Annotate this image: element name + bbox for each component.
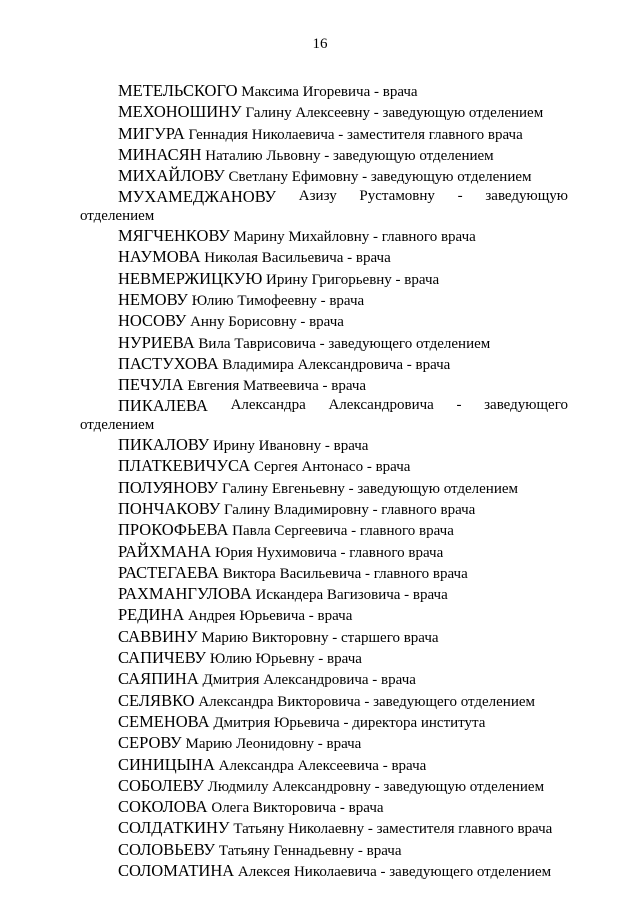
list-item (80, 584, 568, 605)
list-item-first-line (80, 396, 568, 415)
surname: МЯГЧЕНКОВУ (118, 226, 230, 246)
list-item (80, 124, 568, 145)
list-item (80, 499, 568, 520)
name-and-position: Олега Викторовича - врача (211, 800, 384, 817)
list-item (80, 563, 568, 584)
name-and-position: Дмитрия Александровича - врача (202, 672, 416, 689)
surname: СОЛОМАТИНА (118, 860, 235, 880)
list-item (80, 691, 568, 712)
surname: ПРОКОФЬЕВА (118, 520, 229, 540)
entry-continuation: отделением (80, 416, 155, 433)
name-and-position: Светлану Ефимовну - заведующую отделением (228, 169, 532, 186)
name-and-position: Галину Алексеевну - заведующую отделением (245, 105, 544, 122)
name-and-position: Виктора Васильевича - главного врача (222, 565, 468, 582)
surname: МИНАСЯН (118, 144, 202, 164)
list-item (80, 102, 568, 123)
list-item (80, 456, 568, 477)
entry-word: заведующего (484, 397, 568, 414)
surname: ПОЛУЯНОВУ (118, 477, 219, 497)
surname: ПЛАТКЕВИЧУСА (118, 456, 251, 476)
list-item (80, 776, 568, 797)
surname: НУРИЕВА (118, 332, 195, 352)
surname: СОКОЛОВА (118, 797, 208, 817)
list-item (80, 269, 568, 290)
list-item (80, 166, 568, 187)
list-item (80, 311, 568, 332)
entry-word: Александра (230, 397, 306, 414)
list-item (80, 712, 568, 733)
entry-word: Азизу (298, 188, 337, 205)
name-and-position: Татьяну Николаевну - заместителя главного врача (233, 821, 553, 838)
name-and-position: Александра Алексеевича - врача (218, 757, 427, 774)
name-and-position: Ирину Григорьевну - врача (266, 271, 440, 288)
surname: НЕВМЕРЖИЦКУЮ (118, 268, 263, 288)
name-and-position: Юрия Нухимовича - главного врача (214, 544, 444, 561)
name-and-position: Алексея Николаевича - заведующего отделением (237, 863, 552, 880)
list-item (80, 861, 568, 882)
list-item (80, 755, 568, 776)
surname: СОЛДАТКИНУ (118, 818, 230, 838)
list-item (80, 247, 568, 268)
list-item (80, 375, 568, 396)
surname: САПИЧЕВУ (118, 648, 207, 668)
surname: МИГУРА (118, 123, 185, 143)
name-and-position: Дмитрия Юрьевича - директора института (213, 714, 486, 731)
name-and-position: Юлию Юрьевну - врача (209, 651, 362, 668)
name-and-position: Максима Игоревича - врача (241, 84, 418, 100)
list-item (80, 818, 568, 839)
name-and-position: Евгения Матвеевича - врача (187, 378, 367, 395)
name-and-position: Марию Викторовну - старшего врача (201, 629, 439, 646)
surname: МУХАМЕДЖАНОВУ (118, 187, 277, 207)
name-and-position: Галину Евгеньевну - заведующую отделением (221, 480, 519, 497)
list-item (80, 627, 568, 648)
surname: НЕМОВУ (118, 289, 188, 309)
surname: СИНИЦЫНА (118, 754, 215, 774)
name-and-position: Марину Михайловну - главного врача (233, 229, 476, 246)
list-item-first-line (80, 187, 568, 206)
list-item (80, 333, 568, 354)
list-item (80, 542, 568, 563)
surname: НОСОВУ (118, 311, 187, 331)
name-and-position: Владимира Александровича - врача (222, 356, 451, 373)
name-and-position: Александра Викторовича - заведующего отделением (198, 693, 535, 710)
surname: ПЕЧУЛА (118, 375, 184, 395)
name-and-position: Наталию Львовну - заведующую отделением (205, 147, 494, 164)
list-item (80, 145, 568, 166)
entry-word: Александровича (328, 397, 434, 414)
surname: МЕТЕЛЬСКОГО (118, 81, 238, 100)
surname: САВВИНУ (118, 626, 198, 646)
name-and-position: Юлию Тимофеевну - врача (191, 292, 365, 309)
list-item (80, 840, 568, 861)
list-item (80, 478, 568, 499)
surname: РАЙХМАНА (118, 541, 212, 561)
name-and-position: Андрея Юрьевича - врача (188, 608, 353, 625)
list-item (80, 396, 568, 435)
surname: ПИКАЛЕВА (118, 396, 208, 416)
entry-word: - (457, 188, 463, 205)
page-number: 16 (312, 36, 328, 52)
surname: САЯПИНА (118, 669, 199, 689)
name-and-position: Анну Борисовну - врача (190, 314, 344, 331)
list-item (80, 520, 568, 541)
surname: СОБОЛЕВУ (118, 775, 204, 795)
name-and-position: Ирину Ивановну - врача (212, 438, 369, 455)
surname: НАУМОВА (118, 247, 201, 267)
name-and-position: Сергея Антонасо - врача (253, 459, 411, 476)
name-and-position: Геннадия Николаевича - заместителя главного врача (188, 126, 523, 143)
name-and-position: Людмилу Александровну - заведующую отделением (207, 778, 545, 795)
surname: ПАСТУХОВА (118, 353, 219, 373)
surname: ПИКАЛОВУ (118, 435, 210, 455)
surname: ПОНЧАКОВУ (118, 498, 221, 518)
name-and-position: Николая Васильевича - врача (204, 250, 391, 267)
surname: МЕХОНОШИНУ (118, 102, 242, 122)
entry-word: заведующую (485, 188, 568, 205)
surname: МИХАЙЛОВУ (118, 166, 225, 186)
list-item (80, 226, 568, 247)
name-and-position: Татьяну Геннадьевну - врача (218, 842, 402, 859)
name-and-position: Павла Сергеевича - главного врача (232, 523, 454, 540)
surname: РЕДИНА (118, 605, 185, 625)
list-item (80, 354, 568, 375)
list-item (80, 797, 568, 818)
entry-continuation: отделением (80, 207, 155, 224)
list-item (80, 733, 568, 754)
entry-word: Рустамовну (359, 188, 435, 205)
entry-word: - (456, 397, 462, 414)
list-item (80, 290, 568, 311)
name-and-position: Вила Таврисовича - заведующего отделением (198, 335, 491, 352)
surname: РАХМАНГУЛОВА (118, 584, 252, 604)
list-item (80, 187, 568, 226)
surname: СЕМЕНОВА (118, 711, 210, 731)
surname: СЕРОВУ (118, 733, 182, 753)
name-and-position: Искандера Вагизовича - врача (255, 587, 448, 604)
list-item (80, 648, 568, 669)
surname: СОЛОВЬЕВУ (118, 839, 216, 859)
list-item (80, 81, 568, 102)
surname: СЕЛЯВКО (118, 690, 195, 710)
surname: РАСТЕГАЕВА (118, 562, 219, 582)
list-item (80, 669, 568, 690)
name-and-position: Марию Леонидовну - врача (185, 736, 362, 753)
name-and-position: Галину Владимировну - главного врача (224, 501, 476, 518)
list-item (80, 605, 568, 626)
entries-list (80, 81, 568, 882)
list-item (80, 435, 568, 456)
